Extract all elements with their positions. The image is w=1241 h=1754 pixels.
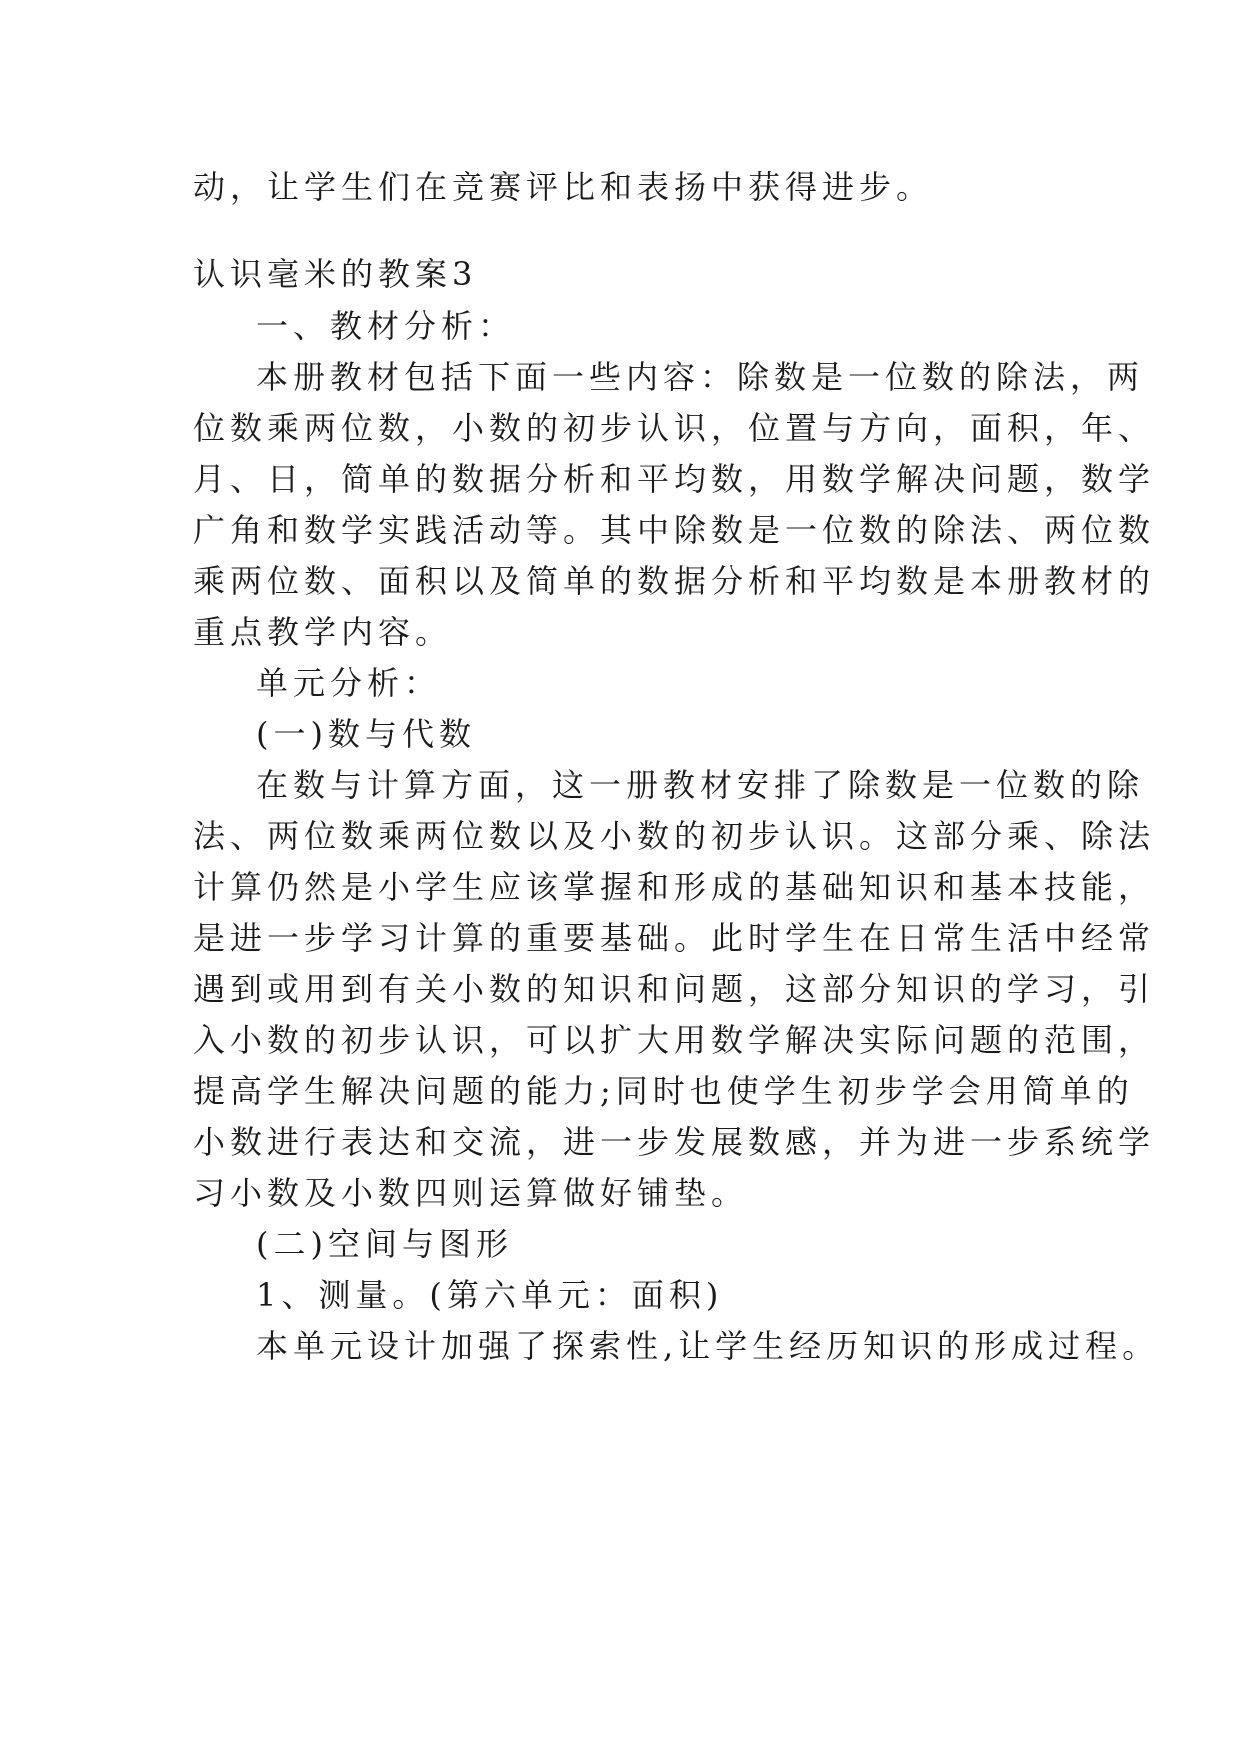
paragraph-line: 在数与计算方面，这一册教材安排了除数是一位数的除 <box>256 766 1145 804</box>
paragraph-line: 重点教学内容。 <box>193 613 453 651</box>
unit-analysis-title: 单元分析： <box>256 664 442 702</box>
paragraph-line: 入小数的初步认识，可以扩大用数学解决实际问题的范围， <box>193 1021 1156 1059</box>
subsection-title-space-shapes: (二)空间与图形 <box>256 1225 513 1263</box>
continuation-line: 动，让学生们在竞赛评比和表扬中获得进步。 <box>193 168 934 206</box>
paragraph-line: 月、日，简单的数据分析和平均数，用数学解决问题，数学 <box>193 460 1156 498</box>
paragraph-line: 乘两位数、面积以及简单的数据分析和平均数是本册教材的 <box>193 562 1156 600</box>
paragraph-line: 习小数及小数四则运算做好铺垫。 <box>193 1174 749 1212</box>
paragraph-line: 提高学生解决问题的能力;同时也使学生初步学会用简单的 <box>193 1072 1134 1110</box>
subsection-title-numbers-algebra: (一)数与代数 <box>256 715 476 753</box>
paragraph-line: 小数进行表达和交流，进一步发展数感，并为进一步系统学 <box>193 1123 1156 1161</box>
section-title-textbook-analysis: 一、教材分析： <box>256 307 516 345</box>
paragraph-line: 位数乘两位数，小数的初步认识，位置与方向，面积，年、 <box>193 409 1156 447</box>
paragraph-line: 广角和数学实践活动等。其中除数是一位数的除法、两位数 <box>193 511 1156 549</box>
item-title-measurement: 1、测量。(第六单元：面积) <box>256 1276 724 1314</box>
paragraph-line: 法、两位数乘两位数以及小数的初步认识。这部分乘、除法 <box>193 817 1156 855</box>
paragraph-line: 本单元设计加强了探索性,让学生经历知识的形成过程。 <box>256 1327 1160 1365</box>
paragraph-line: 本册教材包括下面一些内容：除数是一位数的除法，两 <box>256 358 1145 396</box>
lesson-heading: 认识毫米的教案3 <box>193 255 478 293</box>
paragraph-line: 遇到或用到有关小数的知识和问题，这部分知识的学习，引 <box>193 970 1156 1008</box>
paragraph-line: 计算仍然是小学生应该掌握和形成的基础知识和基本技能， <box>193 868 1156 906</box>
paragraph-line: 是进一步学习计算的重要基础。此时学生在日常生活中经常 <box>193 919 1156 957</box>
